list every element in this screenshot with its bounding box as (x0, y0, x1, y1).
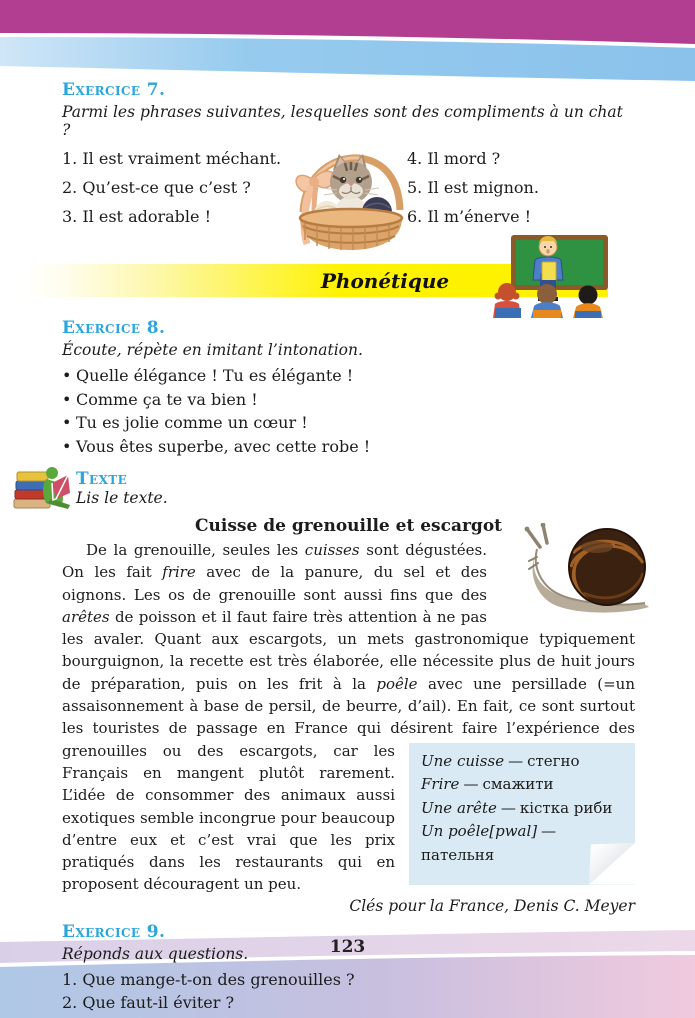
bullet-item (62, 364, 635, 388)
vocab-ua: пательня (421, 845, 495, 864)
list-item: 5. Il est mignon. (407, 178, 539, 197)
exercise9-heading: Exercice 9. (62, 921, 166, 942)
vocab-fr: Un poêle[pwal] (421, 822, 538, 841)
vocab-note-box (409, 743, 635, 885)
question-item: 1. Que mange-t-on des grenouilles ? (62, 969, 355, 989)
student-boy-right (573, 286, 603, 319)
bullet-text: Quelle élégance ! Tu es élégante ! (76, 366, 354, 385)
text-paragraph (62, 539, 635, 896)
exercise7-heading: Exercice 7. (62, 80, 166, 100)
exercise8-heading: Exercice 8. (62, 318, 166, 338)
text-attribution: Clés pour la France, Denis C. Meyer (349, 896, 635, 915)
bullet-icon: • (62, 389, 72, 409)
texte-instruction: Lis le texte. (76, 489, 168, 507)
exercise9-section (62, 922, 635, 1015)
texte-heading: Texte (76, 469, 128, 489)
list-item: 2. Qu’est-ce que c’est ? (62, 178, 251, 197)
question-item: 2. Que faut-il éviter ? (62, 993, 235, 1013)
vocab-fr: Une cuisse (421, 751, 505, 770)
vocab-entry (421, 750, 623, 774)
reading-figure (43, 467, 70, 509)
exercise7-instruction: Parmi les phrases suivantes, lesquelles sont des compliments à un chat ? (62, 103, 623, 139)
phonetique-banner (22, 264, 608, 297)
bullet-text: Vous êtes superbe, avec cette robe ! (76, 436, 371, 456)
reading-books-icon (12, 463, 72, 513)
vocab-entry (421, 773, 623, 797)
vocab-separator: — (541, 822, 557, 841)
page-number: 123 (329, 937, 366, 957)
paragraph-part2: des escargots, car les Français en mangent plutôt rarement. L’idée de consommer des animaux aussi exotiques semble incongrue pour beaucoup d’entre eux et c’est vrai que les prix pratiqués dans les restaurants qui en proposent découragent un peu. (62, 741, 395, 894)
vocab-separator: — (463, 775, 479, 794)
text-title: Cuisse de grenouille et escargot (194, 516, 503, 536)
bullet-icon: • (62, 413, 72, 432)
bullet-icon: • (62, 436, 72, 456)
classroom-clipart (485, 234, 613, 318)
texte-header-text (76, 469, 168, 507)
vocab-fr: Une arête (421, 798, 497, 817)
bullet-item (62, 411, 635, 435)
bullet-text: Tu es jolie comme un cœur ! (76, 413, 308, 432)
list-item: 6. Il m’énerve ! (407, 207, 532, 226)
kitten-in-basket-photo (283, 148, 420, 254)
list-item: 4. Il mord ? (407, 149, 501, 168)
bullet-item (62, 435, 635, 459)
exercise8-instruction: Écoute, répète en imitant l’intonation. (62, 341, 363, 359)
snail-shell (569, 529, 645, 605)
vocab-entry (421, 820, 623, 867)
vocab-ua: смажити (482, 775, 554, 794)
page-content (62, 80, 635, 1015)
exercise9-instruction: Réponds aux questions. (62, 944, 249, 963)
vocab-entry (421, 797, 623, 821)
top-band-graphic (0, 0, 695, 85)
list-item: 3. Il est adorable ! (62, 207, 212, 226)
exercise8-section (62, 318, 635, 458)
texte-header (62, 463, 635, 513)
paragraph-part1: De la grenouille, seules les cuisses sont dégustées. On les fait frire avec de la panure, du sel et des oignons. Les os de grenouille sont aussi fins que des arêtes de poisson et il faut faire très attention à ne pas les avaler. Quant aux escargots, un mets gastronomique typiquement bourguignon, la recette est très élaborée, elle nécessite plus de huit jours de préparation, puis on les frit à la poêle avec une persillade (=un assaisonnement à base de persil, de beurre, d’ail). En fait, ce sont surtout les touristes de passage en France qui désirent faire l’expérience des grenouilles ou (62, 541, 635, 760)
wicker-basket (300, 209, 402, 250)
vocab-ua: кістка риби (519, 798, 613, 817)
bullet-text: Comme ça te va bien ! (76, 389, 258, 409)
bullet-icon: • (62, 366, 72, 385)
vocab-ua: стегно (527, 751, 580, 770)
list-item: 1. Il est vraiment méchant. (62, 149, 282, 168)
vocab-fr: Frire (421, 775, 460, 794)
banner-title: Phonétique (320, 268, 450, 293)
top-decorative-band (0, 0, 695, 85)
snail-photo (495, 523, 635, 617)
vocab-separator: — (500, 798, 516, 817)
vocab-separator: — (508, 751, 524, 770)
bullet-item (62, 388, 635, 412)
